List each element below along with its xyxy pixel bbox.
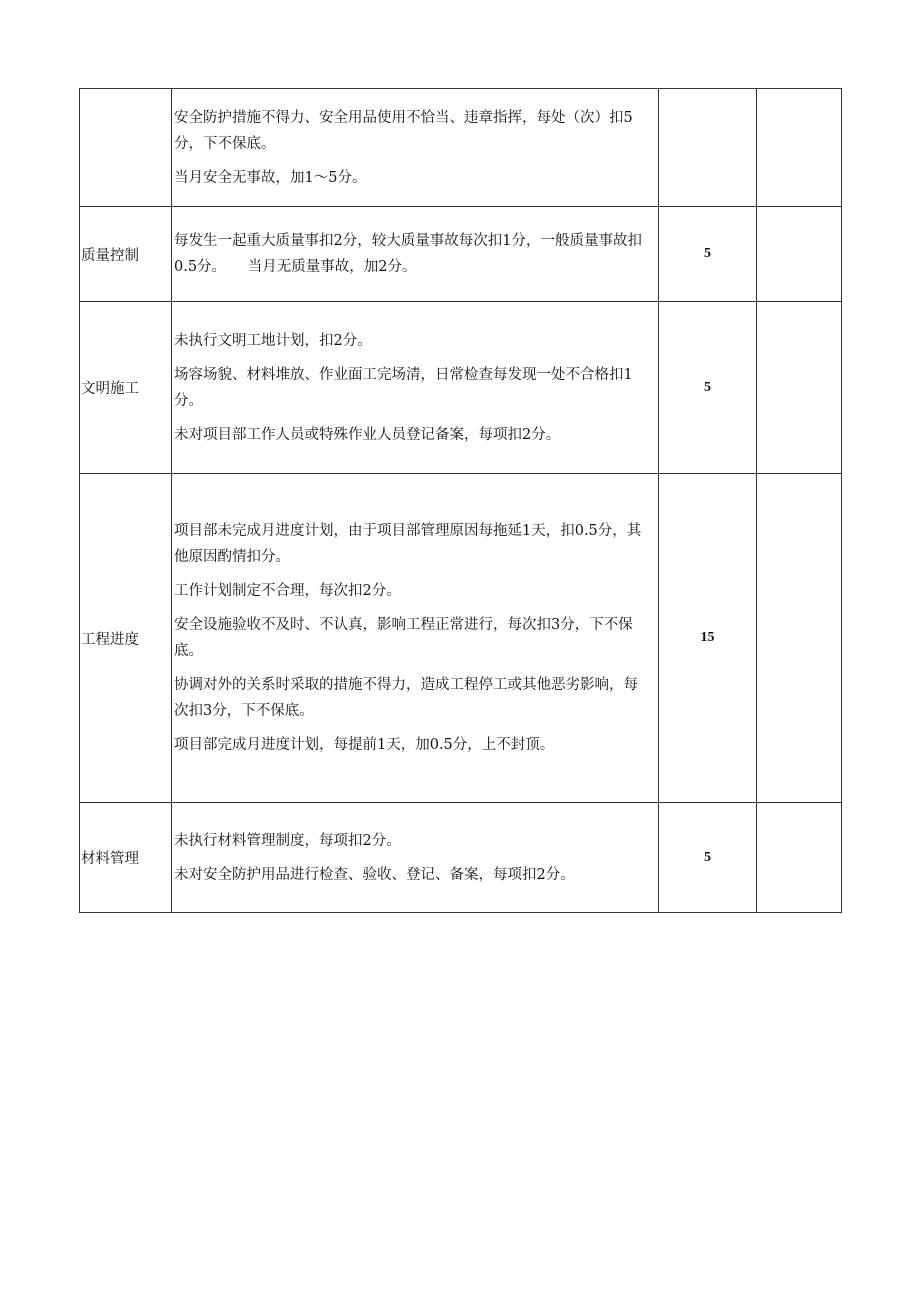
- table-row: [80, 302, 842, 474]
- remark-cell: [757, 803, 842, 913]
- remark-cell: [757, 302, 842, 474]
- criteria-item: 安全设施验收不及时、不认真，影响工程正常进行，每次扣3分，下不保底。: [174, 617, 633, 659]
- score-cell: 5: [659, 803, 757, 913]
- criteria-cell: [172, 803, 659, 913]
- remark-cell: [757, 474, 842, 803]
- category-cell: 工程进度: [80, 474, 172, 803]
- criteria-item: 安全防护措施不得力、安全用品使用不恰当、违章指挥，每处（次）扣5分，下不保底。: [174, 109, 633, 152]
- category-cell: 质量控制: [80, 207, 172, 302]
- criteria-cell: [172, 89, 659, 207]
- table-row: [80, 89, 842, 207]
- criteria-item: 协调对外的关系时采取的措施不得力，造成工程停工或其他恶劣影响，每次扣3分，下不保底。: [174, 677, 638, 719]
- criteria-item: 未执行文明工地计划，扣2分。: [174, 332, 372, 349]
- score-cell: [659, 89, 757, 207]
- criteria-item: 未对安全防护用品进行检查、验收、登记、备案，每项扣2分。: [174, 866, 575, 883]
- criteria-item: 每发生一起重大质量事扣2分，较大质量事故每次扣1分，一般质量事故扣0.5分。 当月无质量事故，加2分。: [174, 233, 642, 275]
- criteria-item: 工作计划制定不合理，每次扣2分。: [174, 583, 401, 599]
- category-cell: 材料管理: [80, 803, 172, 913]
- table-row: [80, 474, 842, 803]
- criteria-item: 项目部完成月进度计划，每提前1天，加0.5分，上不封顶。: [174, 737, 555, 753]
- criteria-item: 场容场貌、材料堆放、作业面工完场清，日常检查每发现一处不合格扣1分。: [174, 366, 633, 409]
- criteria-item: 未对项目部工作人员或特殊作业人员登记备案，每项扣2分。: [174, 426, 561, 443]
- criteria-item: 未执行材料管理制度，每项扣2分。: [174, 832, 401, 849]
- category-cell: 文明施工: [80, 302, 172, 474]
- criteria-cell: [172, 207, 659, 302]
- criteria-cell: [172, 474, 659, 803]
- criteria-item: 当月安全无事故，加1～5分。: [174, 169, 367, 186]
- criteria-item: 项目部未完成月进度计划，由于项目部管理原因每拖延1天，扣0.5分，其他原因酌情扣分。: [174, 523, 642, 565]
- remark-cell: [757, 89, 842, 207]
- score-cell: 5: [659, 207, 757, 302]
- score-cell: 5: [659, 302, 757, 474]
- criteria-cell: [172, 302, 659, 474]
- remark-cell: [757, 207, 842, 302]
- table-row: [80, 207, 842, 302]
- assessment-table: [79, 88, 842, 913]
- table-row: [80, 803, 842, 913]
- score-cell: 15: [659, 474, 757, 803]
- category-cell: [80, 89, 172, 207]
